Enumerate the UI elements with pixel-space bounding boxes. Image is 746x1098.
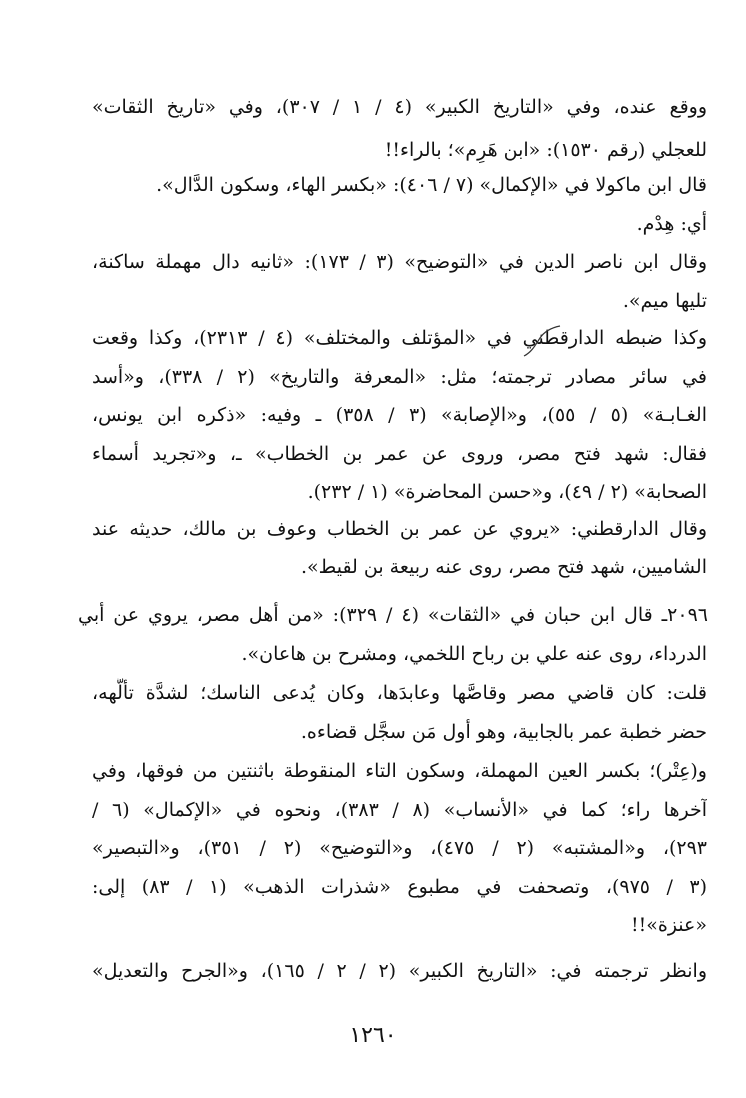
text-line: للعجلي (رقم ١٥٣٠): «ابن هَرِم»؛ بالراء!! [384,139,707,161]
text-line: الشاميين، شهد فتح مصر، روى عنه ربيعة بن لقيط». [301,556,707,578]
text-line: (٣ / ٩٧٥)، وتصحفت في مطبوع «شذرات الذهب» (١ / ٨٣) إلى: [92,876,707,898]
text-line: قال ابن ماكولا في «الإكمال» (٧ / ٤٠٦): «بكسر الهاء، وسكون الدَّال». [156,174,707,196]
text-line: حضر خطبة عمر بالجابية، وهو أول مَن سجَّل قضاءه. [300,721,707,743]
page-number: ١٢٦٠ [349,1023,397,1048]
handwritten-pen-mark [520,322,580,362]
text-line: آخرها راء؛ كما في «الأنساب» (٨ / ٣٨٣)، ونحوه في «الإكمال» (٦ / [92,799,707,821]
text-line: الدرداء، روى عنه علي بن رباح اللخمي، ومشرح بن هاعان». [241,643,707,665]
text-line: وقال ابن ناصر الدين في «التوضيح» (٣ / ١٧٣): «ثانيه دال مهملة ساكنة، [92,251,707,273]
text-line: الصحابة» (٢ / ٤٩)، و«حسن المحاضرة» (١ / ٢٣٢). [307,481,707,503]
text-line: وقال الدارقطني: «يروي عن عمر بن الخطاب وعوف بن مالك، حديثه عند [92,518,707,540]
text-line: وانظر ترجمته في: «التاريخ الكبير» (٢ / ٢ / ١٦٥)، و«الجرح والتعديل» [92,960,707,982]
text-line: «عنزة»!! [630,914,707,936]
text-line: في سائر مصادر ترجمته؛ مثل: «المعرفة والتاريخ» (٢ / ٣٣٨)، و«أسد [92,366,707,388]
text-line: قلت: كان قاضي مصر وقاصَّها وعابدَها، وكان يُدعى الناسك؛ لشدَّة تألُّهه، [92,682,707,704]
text-line: الغـابـة» (٥ / ٥٥)، و«الإصابة» (٣ / ٣٥٨) ـ وفيه: «ذكره ابن يونس، [92,404,707,426]
text-line: ووقع عنده، وفي «التاريخ الكبير» (٤ / ١ / ٣٠٧)، وفي «تاريخ الثقات» [92,96,707,118]
text-line: أي: هِدْم. [636,213,707,235]
text-line: تليها ميم». [622,290,707,312]
text-line: فقال: شهد فتح مصر، وروى عن عمر بن الخطاب» ـ، و«تجريد أسماء [92,443,707,465]
text-line: ٢٩٣)، و«المشتبه» (٢ / ٤٧٥)، و«التوضيح» (٢ / ٣٥١)، و«التبصير» [92,837,707,859]
text-line: وكذا ضبطه الدارقطني في «المؤتلف والمختلف» (٤ / ٢٣١٣)، وكذا وقعت [92,327,707,349]
text-line: و(عِتْر)؛ بكسر العين المهملة، وسكون التاء المنقوطة باثنتين من فوقها، وفي [92,760,707,782]
entry-heading-line: ٢٠٩٦ـ قال ابن حبان في «الثقات» (٤ / ٣٢٩): «من أهل مصر، يروي عن أبي [78,604,708,626]
